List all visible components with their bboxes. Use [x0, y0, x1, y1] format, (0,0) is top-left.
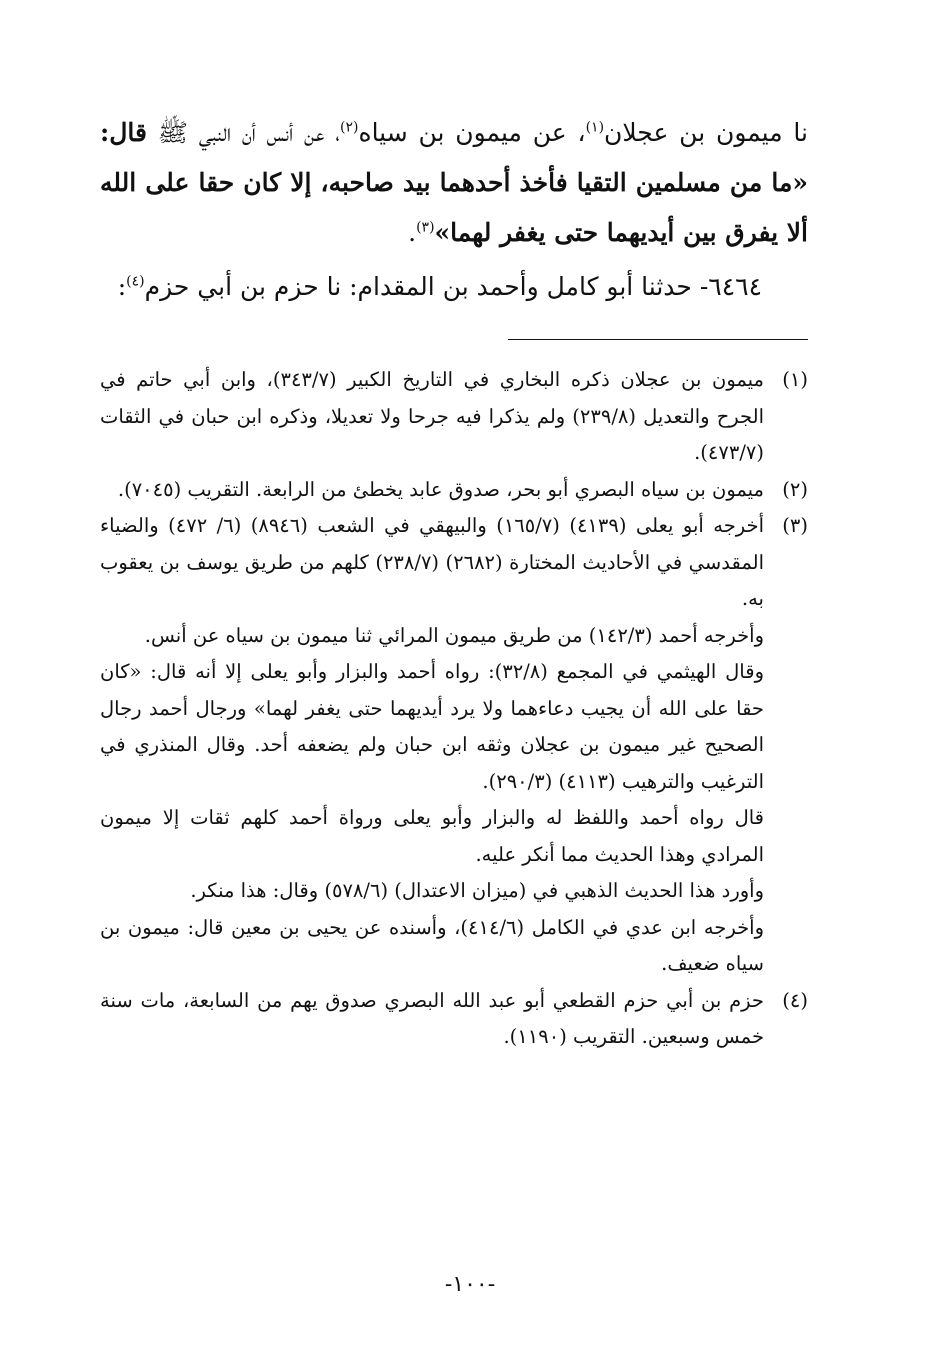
footnote-1 [100, 362, 808, 472]
footnote-3 [100, 508, 808, 983]
footnote-paragraph: حزم بن أبي حزم القطعي أبو عبد الله البصري صدوق يهم من السابعة، مات سنة خمس وسبعين. التقريب (١١٩٠). [100, 988, 764, 1048]
hadith-6464-text: ٦٤٦٤- حدثنا أبو كامل وأحمد بن المقدام: نا حزم بن أبي حزم [144, 272, 762, 301]
footnote-ref-1[interactable]: (١) [585, 119, 605, 136]
footnote-paragraph: أخرجه أبو يعلى (٤١٣٩) (١٦٥/٧) والبيهقي في الشعب (٨٩٤٦) (٦/ ٤٧٢) والضياء المقدسي في الأحاديث المختارة (٢٦٨٢) (٢٣٨/٧) كلهم من طريق يوسف بن يعقوب به. [100, 514, 765, 610]
isnad-part-2: ، عن ميمون بن سياه [358, 118, 586, 147]
footnote-number: (٢) [782, 477, 808, 501]
footnote-paragraph: وأخرجه أحمد (١٤٢/٣) من طريق ميمون المرائي ثنا ميمون بن سياه عن أنس. [144, 623, 764, 647]
footnote-number: (٣) [782, 514, 808, 537]
footnote-paragraph: وأورد هذا الحديث الذهبي في (ميزان الاعتدال) (٥٧٨/٦) وقال: هذا منكر. [190, 879, 764, 902]
page-number: -١٠٠- [444, 1272, 496, 1297]
footnote-number: (١) [782, 368, 808, 391]
footnotes [100, 362, 808, 1056]
book-page [100, 0, 808, 1367]
footnote-number: (٤) [782, 988, 808, 1012]
footnote-paragraph: قال رواه أحمد واللفظ له والبزار وأبو يعلى ورواة أحمد كلهم ثقات إلا ميمون المرادي وهذا الحديث مما أنكر عليه. [100, 806, 764, 866]
main-text [100, 108, 808, 312]
footnote-ref-2[interactable]: (٢) [340, 119, 359, 136]
hadith-6464-colon: : [117, 272, 127, 301]
hadith-matn: قال: «ما من مسلمين التقيا فأخذ أحدهما بيد صاحبه، إلا كان حقا على الله ألا يفرق بين أيديهما حتى يغفر لهما» [100, 118, 808, 247]
footnote-paragraph: ميمون بن عجلان ذكره البخاري في التاريخ الكبير (٣٤٣/٧)، وابن أبي حاتم في الجرح والتعديل (٢٣٩/٨) ولم يذكرا فيه جرحا ولا تعديلا، وذكره ابن حبان في الثقات (٤٧٣/٧). [100, 368, 765, 464]
footnote-paragraph: ميمون بن سياه البصري أبو بحر، صدوق عابد يخطئ من الرابعة. التقريب (٧٠٤٥). [117, 477, 764, 501]
footnote-ref-3[interactable]: (٣) [416, 219, 435, 236]
isnad-part-3: ، عن أنس أن النبي ﷺ [157, 118, 340, 147]
footnote-paragraph: وأخرجه ابن عدي في الكامل (٤١٤/٦)، وأسنده عن يحيى بن معين قال: ميمون بن سياه ضعيف. [100, 915, 764, 975]
hadith-6464 [100, 262, 808, 312]
footnote-2 [100, 472, 808, 509]
footnote-paragraph: وقال الهيثمي في المجمع (٣٢/٨): رواه أحمد والبزار وأبو يعلى إلا أنه قال: «كان حقا على الله أن يجيب دعاءهما ولا يرد أيديهما حتى يغفر لهما» ورجال أحمد رجال الصحيح غير ميمون بن عجلان وثقه ابن حبان ولم يضعفه أحد. وقال المنذري في الترغيب والترهيب (٤١١٣) (٢٩٠/٣). [100, 660, 764, 793]
isnad-part-1: نا ميمون بن عجلان [604, 118, 808, 147]
footnote-4 [100, 983, 808, 1056]
hadith-isnad [100, 108, 808, 258]
footnote-separator [508, 339, 808, 340]
matn-end-dot: . [408, 218, 417, 247]
footnote-ref-4[interactable]: (٤) [126, 273, 145, 290]
